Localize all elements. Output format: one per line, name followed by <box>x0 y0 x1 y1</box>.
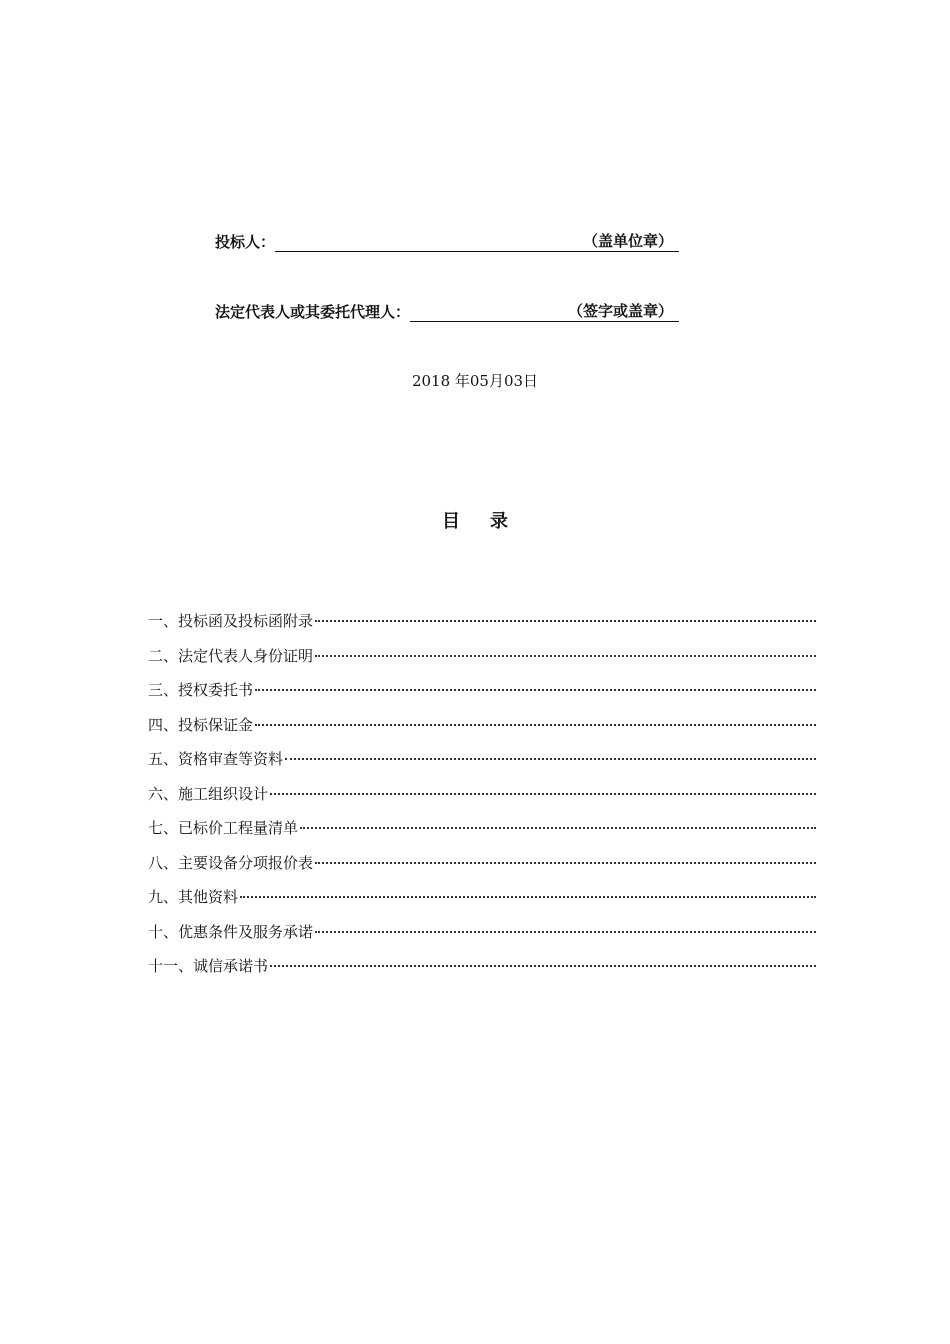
toc-leader-dots <box>315 620 816 622</box>
toc-item[interactable] <box>148 645 816 680</box>
toc-leader-dots <box>315 655 816 657</box>
toc-item[interactable] <box>148 610 816 645</box>
toc-item-label: 九、其他资料 <box>148 888 239 906</box>
toc-item-label: 十、优惠条件及服务承诺 <box>148 922 314 941</box>
legal-rep-signature-line <box>215 300 679 322</box>
toc-leader-dots <box>315 862 816 864</box>
toc-leader-dots <box>255 689 816 691</box>
toc-item-label: 三、授权委托书 <box>148 681 254 699</box>
toc-item[interactable] <box>148 955 816 990</box>
bidder-seal-note: （盖单位章） <box>583 230 679 252</box>
toc-item[interactable] <box>148 679 816 714</box>
bidder-blank <box>275 235 583 252</box>
toc-item[interactable] <box>148 783 816 818</box>
legal-rep-sign-note: （签字或盖章） <box>568 300 679 322</box>
toc-leader-dots <box>255 724 816 726</box>
legal-rep-blank <box>410 305 568 322</box>
bidder-label: 投标人： <box>215 233 276 251</box>
toc-item[interactable] <box>148 748 816 783</box>
table-of-contents <box>148 610 816 990</box>
toc-item-label: 八、主要设备分项报价表 <box>148 853 314 872</box>
toc-item-label: 四、投标保证金 <box>148 715 254 734</box>
toc-item-label: 六、施工组织设计 <box>148 784 269 803</box>
toc-item-label: 七、已标价工程量清单 <box>148 819 299 837</box>
document-date: 2018 年05月03日 <box>411 372 539 390</box>
toc-leader-dots <box>300 827 816 829</box>
toc-item-label: 一、投标函及投标函附录 <box>148 612 314 630</box>
toc-item[interactable] <box>148 817 816 852</box>
toc-title: 目录 <box>442 511 538 532</box>
toc-item[interactable] <box>148 852 816 887</box>
bidder-signature-line <box>215 230 679 252</box>
toc-item-label: 二、法定代表人身份证明 <box>148 646 314 665</box>
toc-leader-dots <box>315 931 816 933</box>
toc-leader-dots <box>270 793 816 795</box>
legal-rep-label: 法定代表人或其委托代理人： <box>215 303 411 321</box>
toc-item-label: 十一、诚信承诺书 <box>148 957 269 975</box>
toc-item[interactable] <box>148 714 816 749</box>
toc-item[interactable] <box>148 886 816 921</box>
toc-leader-dots <box>270 965 816 967</box>
toc-item[interactable] <box>148 921 816 956</box>
toc-item-label: 五、资格审查等资料 <box>148 750 284 768</box>
toc-leader-dots <box>240 896 816 898</box>
toc-leader-dots <box>285 758 816 760</box>
